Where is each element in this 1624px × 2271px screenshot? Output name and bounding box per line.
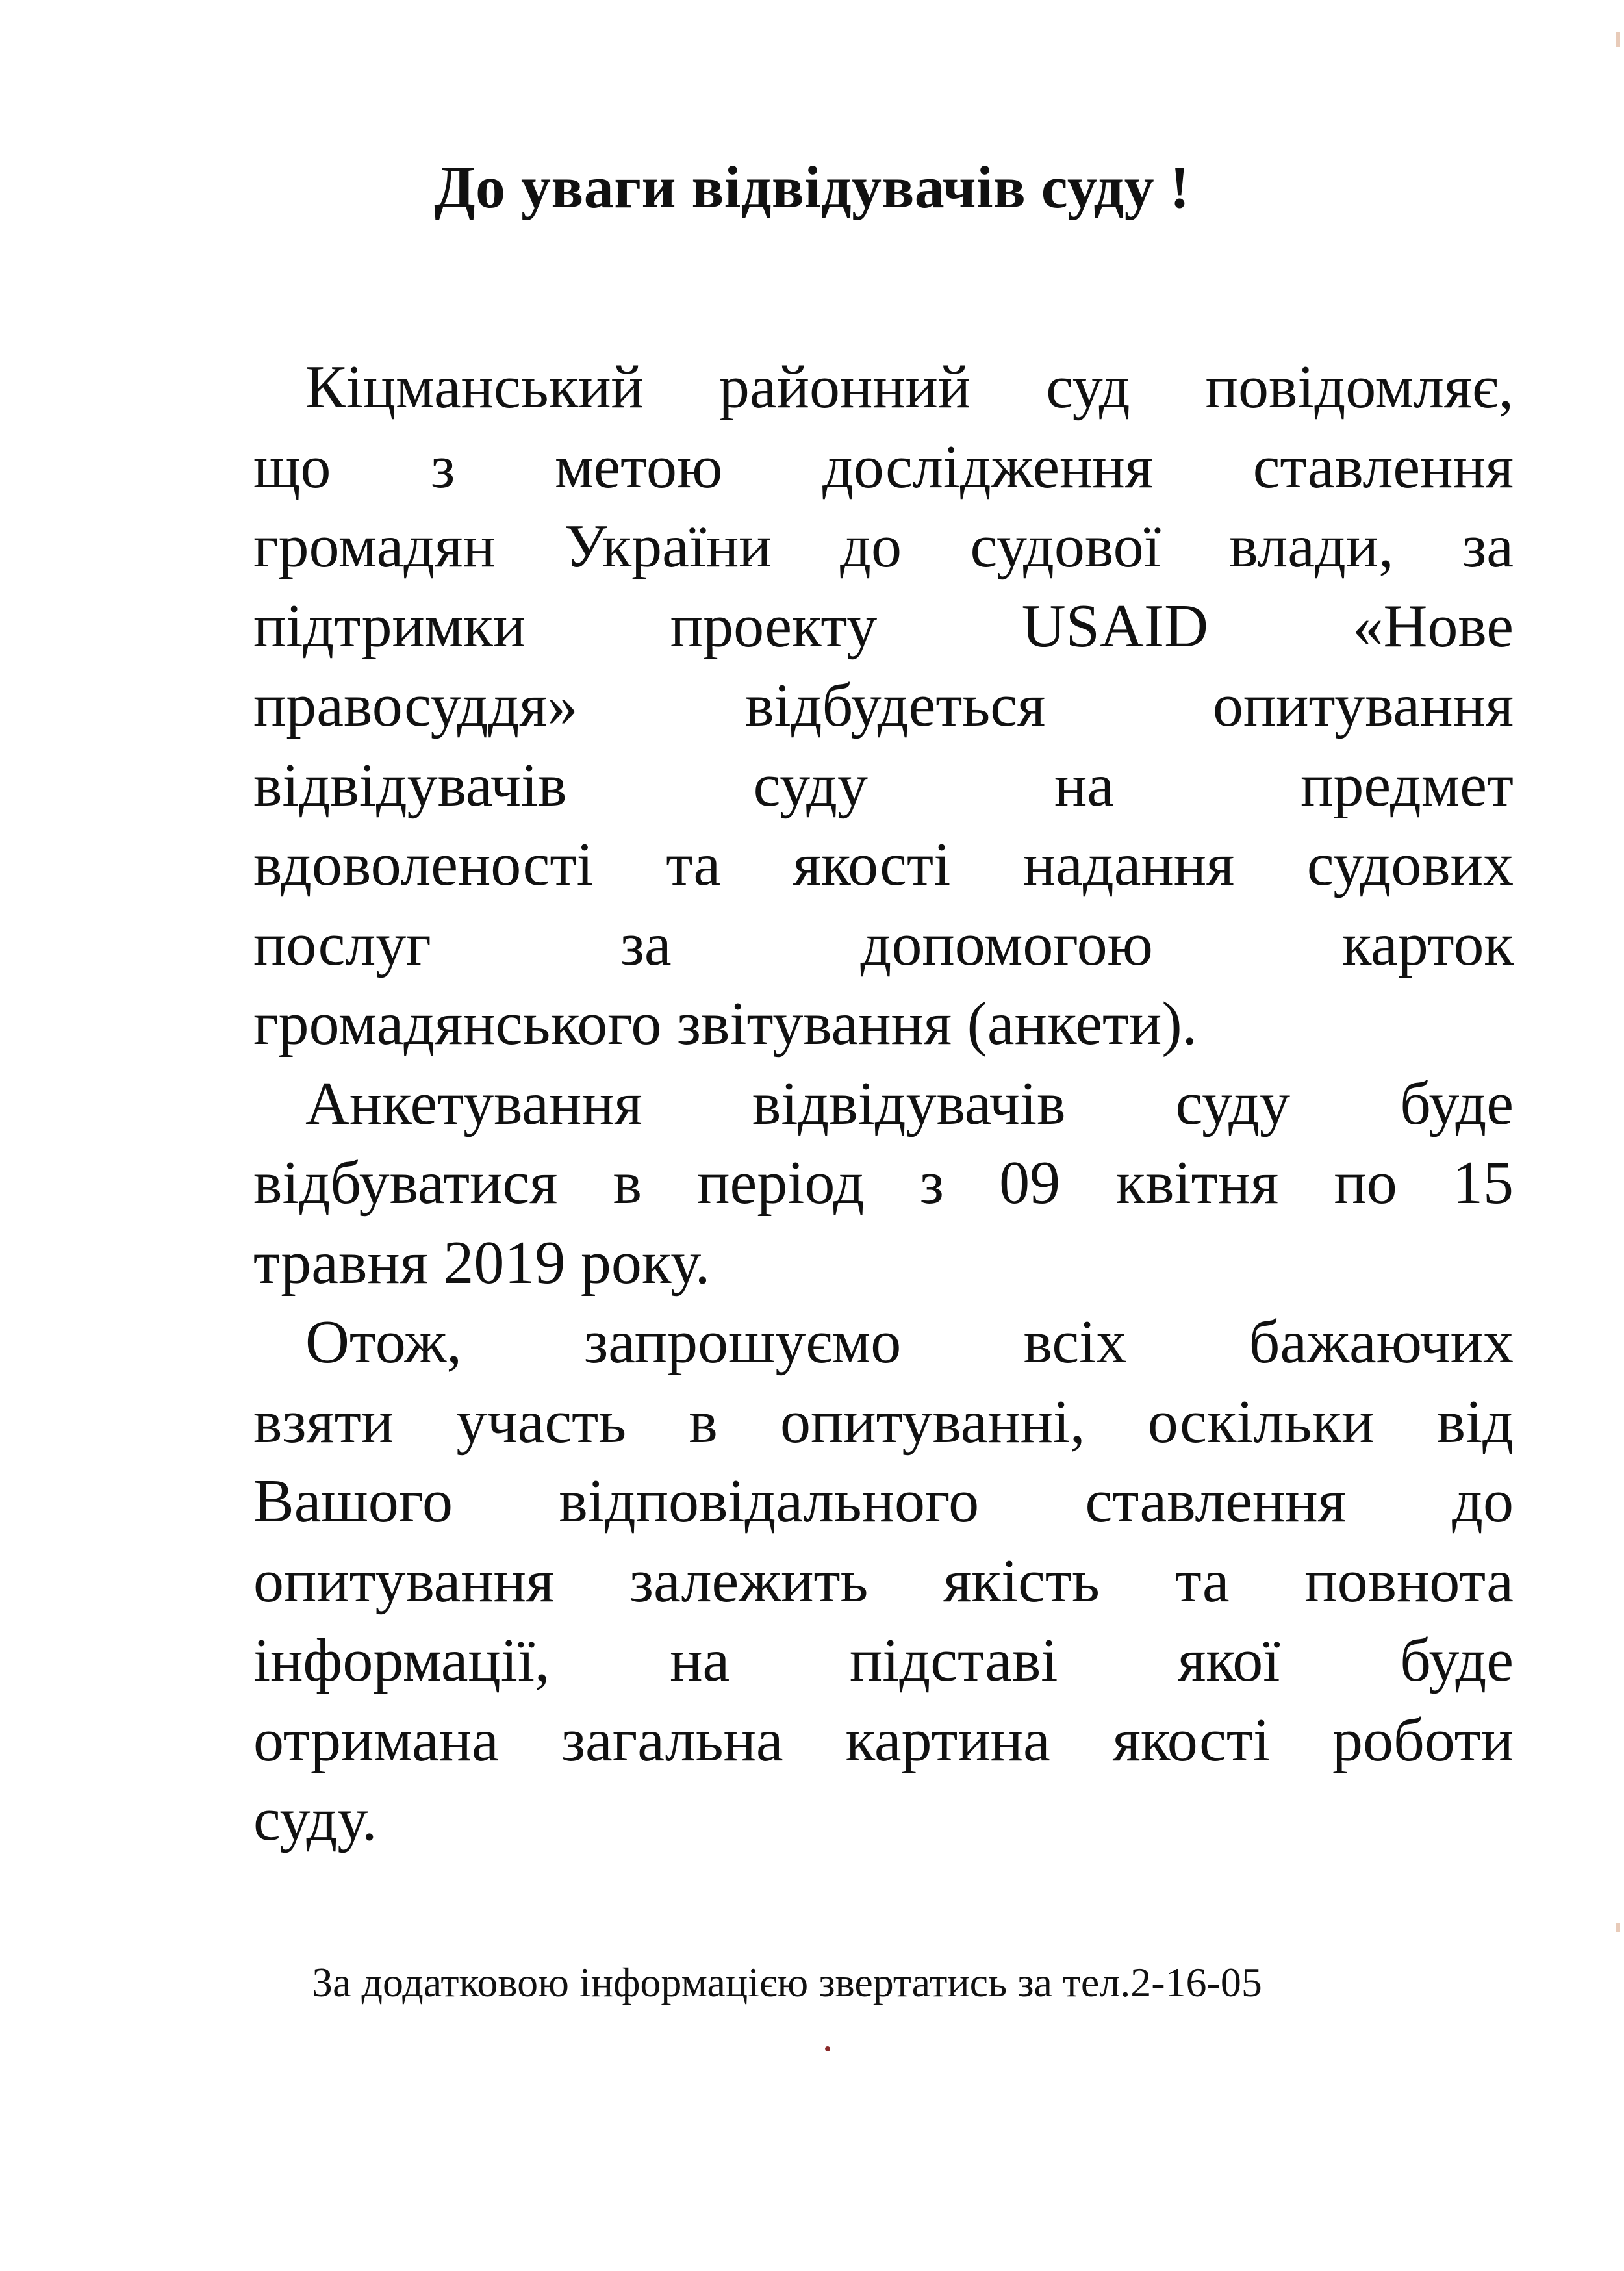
text-line: травня 2019 року.: [253, 1228, 711, 1297]
paragraph-announcement: [253, 348, 1514, 1064]
text-line: опитування залежить якість та повнота: [253, 1547, 1514, 1615]
notice-title: До уваги відвідувачів суду !: [434, 154, 1190, 220]
text-line: інформації, на підставі якої буде: [253, 1627, 1514, 1694]
text-line: Кіцманський районний суд повідомляє,: [305, 353, 1514, 421]
text-line: підтримки проекту USAID «Нове: [253, 592, 1514, 660]
contact-footer: За додатковою інформацією звертатись за тел.2-16-05: [312, 1959, 1262, 2005]
text-line: правосуддя» відбудеться опитування: [253, 672, 1514, 739]
scan-edge-mark: [1616, 1923, 1620, 1932]
text-line: що з метою дослідження ставлення: [253, 433, 1514, 501]
text-line: Анкетування відвідувачів суду буде: [305, 1069, 1514, 1137]
text-line: взяти участь в опитуванні, оскільки від: [253, 1388, 1514, 1456]
text-line: вдоволеності та якості надання судових: [253, 831, 1514, 898]
paragraph-invitation: [253, 1302, 1514, 1860]
paragraph-period: [253, 1064, 1514, 1303]
text-line: громадян України до судової влади, за: [253, 513, 1514, 580]
text-line: громадянського звітування (анкети).: [253, 990, 1198, 1058]
text-line: Вашого відповідального ставлення до: [253, 1467, 1514, 1535]
text-line: отримана загальна картина якості роботи: [253, 1706, 1514, 1774]
scan-edge-mark: [1616, 32, 1620, 47]
text-line: Отож, запрошуємо всіх бажаючих: [305, 1308, 1514, 1376]
notice-body: [253, 348, 1514, 1860]
text-line: відбуватися в період з 09 квітня по 15: [253, 1149, 1514, 1217]
scan-speck: [825, 2046, 830, 2051]
text-line: відвідувачів суду на предмет: [253, 751, 1514, 819]
text-line: суду.: [253, 1786, 377, 1853]
text-line: послуг за допомогою карток: [253, 910, 1514, 978]
